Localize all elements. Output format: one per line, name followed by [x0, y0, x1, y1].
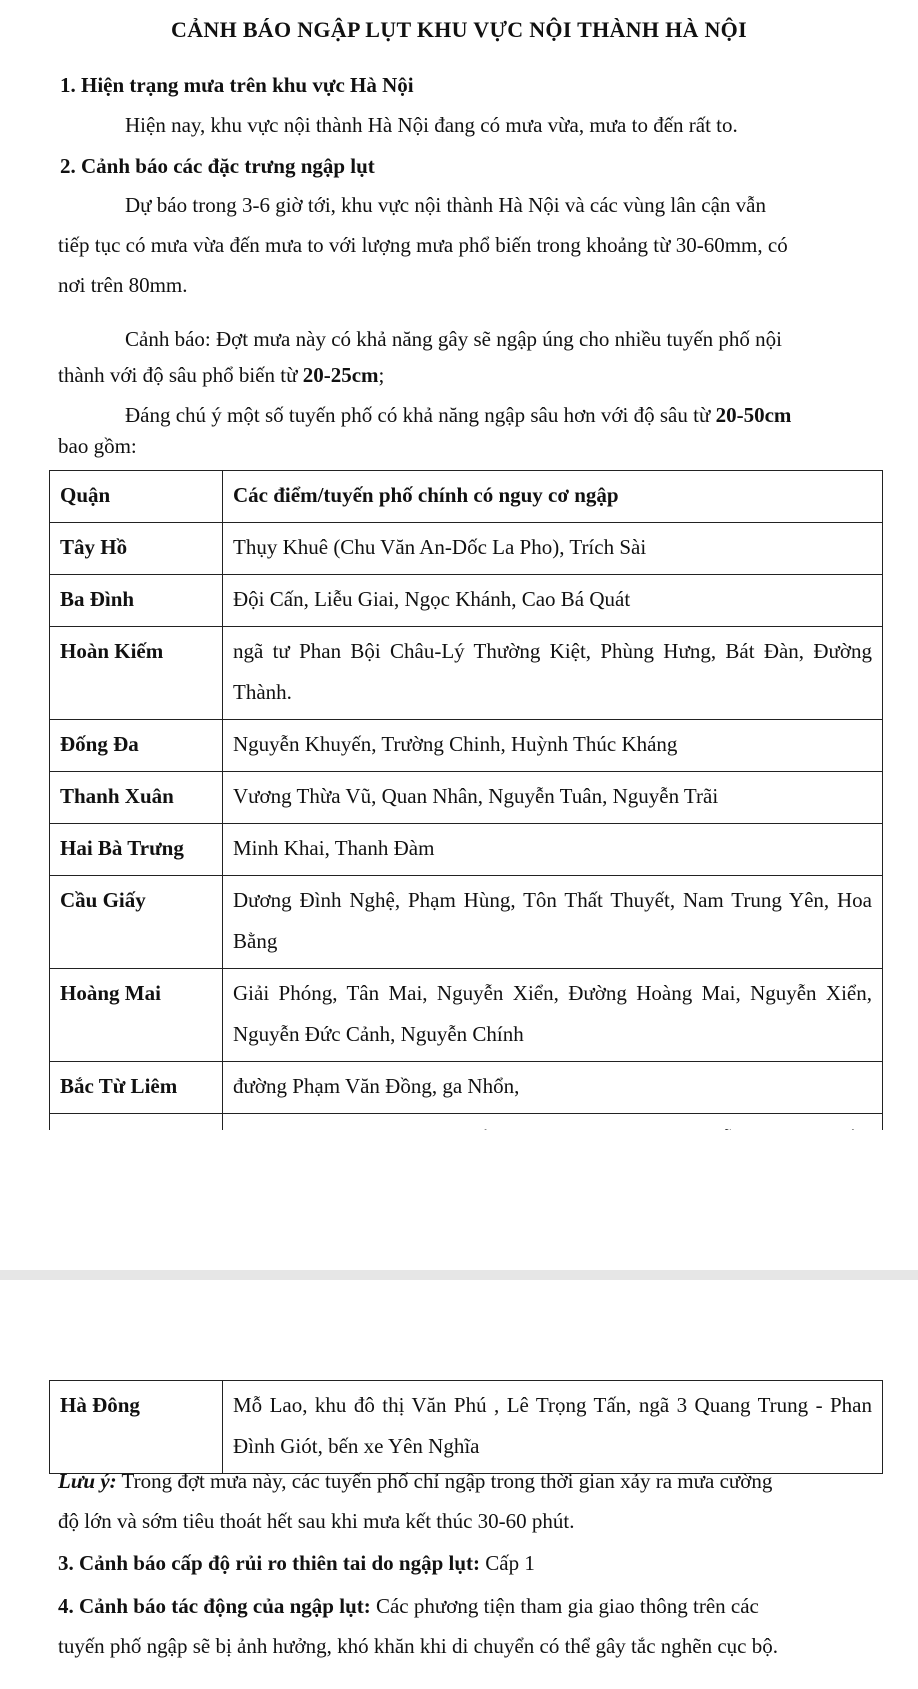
flood-streets-table-continued: [49, 1380, 883, 1474]
streets-cell: Vương Thừa Vũ, Quan Nhân, Nguyễn Tuân, Nguyễn Trãi: [223, 772, 883, 824]
document-title: CẢNH BÁO NGẬP LỤT KHU VỰC NỘI THÀNH HÀ NỘI: [171, 17, 747, 42]
section-1-heading: 1. Hiện trạng mưa trên khu vực Hà Nội: [60, 73, 414, 97]
streets-cell: ngã tư Phan Bội Châu-Lý Thường Kiệt, Phùng Hưng, Bát Đàn, Đường Thành.: [223, 627, 883, 720]
section-3: [58, 1550, 884, 1576]
streets-cell: Dương Đình Nghệ, Phạm Hùng, Tôn Thất Thuyết, Nam Trung Yên, Hoa Bằng: [223, 876, 883, 969]
streets-cell: Nguyễn Khuyến, Trường Chinh, Huỳnh Thúc Kháng: [223, 720, 883, 772]
table-row: [50, 627, 883, 720]
district-cell: Cầu Giấy: [50, 876, 223, 969]
district-cell: Bắc Từ Liêm: [50, 1062, 223, 1114]
streets-cell: đường Phạm Văn Đồng, ga Nhổn,: [223, 1062, 883, 1114]
para2-text: thành với độ sâu phổ biến từ: [58, 363, 303, 387]
table-row: [50, 772, 883, 824]
section-4-line2: tuyến phố ngập sẽ bị ảnh hưởng, khó khăn khi di chuyển có thể gây tắc nghẽn cục bộ.: [58, 1634, 778, 1658]
table-row: [50, 824, 883, 876]
section-2-para1-line3: nơi trên 80mm.: [58, 273, 188, 297]
risk-level: Cấp 1: [480, 1551, 535, 1575]
district-cell: Hà Đông: [50, 1381, 223, 1474]
depth-common: 20-25cm: [302, 363, 379, 387]
note-line2: độ lớn và sớm tiêu thoát hết sau khi mưa kết thúc 30-60 phút.: [58, 1509, 575, 1533]
streets-cell: Thụy Khuê (Chu Văn An-Dốc La Pho), Trích Sài: [223, 523, 883, 575]
section-2-para1-line2: tiếp tục có mưa vừa đến mưa to với lượng mưa phổ biến trong khoảng từ 30-60mm, có: [58, 233, 788, 257]
section-2-para2-line1: Cảnh báo: Đợt mưa này có khả năng gây sẽ ngập úng cho nhiều tuyến phố nội: [125, 327, 783, 351]
section-2-heading: 2. Cảnh báo các đặc trưng ngập lụt: [60, 154, 375, 178]
table-row: [50, 1381, 883, 1474]
note-text: Trong đợt mưa này, các tuyến phố chỉ ngập trong thời gian xảy ra mưa cường: [116, 1469, 773, 1493]
page-separator: [0, 1270, 918, 1280]
district-cell: Thanh Xuân: [50, 772, 223, 824]
para3-text: Đáng chú ý một số tuyến phố có khả năng ngập sâu hơn với độ sâu từ: [125, 403, 716, 427]
streets-cell: Mỗ Lao, khu đô thị Văn Phú , Lê Trọng Tấn, ngã 3 Quang Trung - Phan Đình Giót, bến xe Yên Nghĩa: [223, 1381, 883, 1474]
section-2-para3-line1: [125, 402, 791, 428]
district-cell: Hai Bà Trưng: [50, 824, 223, 876]
section-2-para1-line1: Dự báo trong 3-6 giờ tới, khu vực nội thành Hà Nội và các vùng lân cận vẫn: [125, 193, 766, 217]
header-district: Quận: [50, 471, 223, 523]
streets-cell: Minh Khai, Thanh Đàm: [223, 824, 883, 876]
section-4-heading: 4. Cảnh báo tác động của ngập lụt:: [58, 1594, 371, 1618]
section-4-text: Các phương tiện tham gia giao thông trên các: [370, 1594, 759, 1618]
table-row: [50, 1062, 883, 1114]
section-4-line1: [58, 1593, 884, 1619]
streets-cell: Đội Cấn, Liễu Giai, Ngọc Khánh, Cao Bá Quát: [223, 575, 883, 627]
depth-deep: 20-50cm: [715, 403, 792, 427]
streets-cell: Giải Phóng, Tân Mai, Nguyễn Xiển, Đường Hoàng Mai, Nguyễn Xiển, Nguyễn Đức Cảnh, Nguyễn Chính: [223, 969, 883, 1062]
para2-suffix: ;: [378, 363, 385, 387]
district-cell: Hoàng Mai: [50, 969, 223, 1062]
table-header-row: [50, 471, 883, 523]
page-gap: [0, 1130, 918, 1270]
note-label: Lưu ý:: [58, 1469, 117, 1493]
table-row: [50, 969, 883, 1062]
table-row: [50, 876, 883, 969]
header-streets: Các điểm/tuyến phố chính có nguy cơ ngập: [223, 471, 883, 523]
district-cell: Đống Đa: [50, 720, 223, 772]
table-row: [50, 575, 883, 627]
district-cell: Ba Đình: [50, 575, 223, 627]
section-2-para2-line2: [58, 362, 884, 388]
table-row: [50, 523, 883, 575]
section-3-heading: 3. Cảnh báo cấp độ rủi ro thiên tai do ngập lụt:: [58, 1551, 481, 1575]
section-2-para3-line2: bao gồm:: [58, 434, 137, 458]
table-row: [50, 720, 883, 772]
district-cell: Hoàn Kiếm: [50, 627, 223, 720]
section-1-text: Hiện nay, khu vực nội thành Hà Nội đang có mưa vừa, mưa to đến rất to.: [125, 113, 738, 137]
note-line1: [58, 1468, 884, 1494]
district-cell: Tây Hồ: [50, 523, 223, 575]
